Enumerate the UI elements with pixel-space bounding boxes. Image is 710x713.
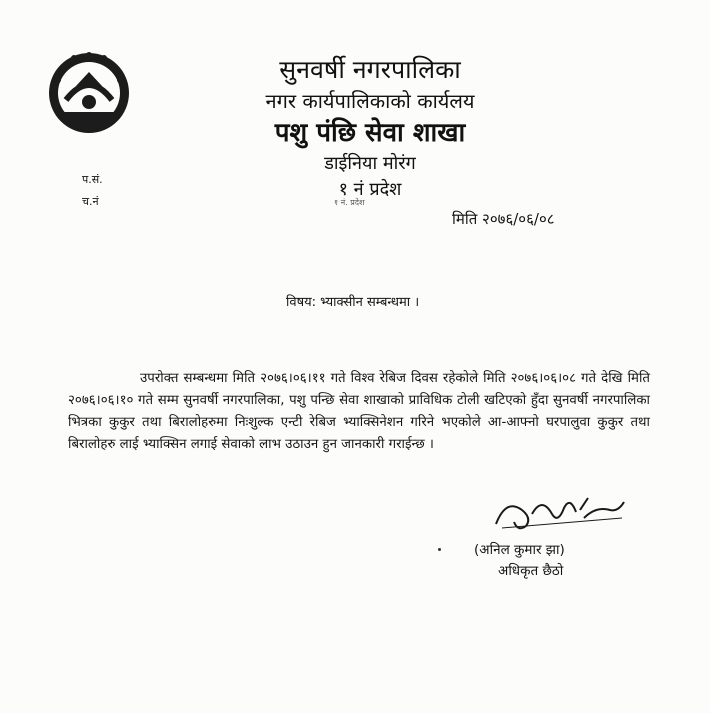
handwritten-signature bbox=[492, 488, 632, 536]
dispatch-number-label: च.नं bbox=[82, 195, 99, 208]
signatory-name: (अनिल कुमार झा) bbox=[474, 542, 565, 558]
decorative-dot bbox=[438, 548, 441, 551]
signatory-title: अधिकृत छैठो bbox=[498, 563, 564, 579]
letter-body bbox=[68, 368, 650, 456]
stamp-text: १ नं. प्रदेश bbox=[334, 198, 365, 207]
letter-subject: विषय: भ्याक्सीन सम्बन्धमा । bbox=[286, 295, 420, 310]
office-name: नगर कार्यपालिकाको कार्यलय bbox=[265, 89, 475, 113]
section-name: पशु पंछि सेवा शाखा bbox=[274, 118, 466, 148]
government-emblem-logo bbox=[46, 50, 132, 136]
letter-date: मिति २०७६/०६/०८ bbox=[452, 210, 555, 228]
body-paragraph: उपरोक्त सम्बन्धमा मिति २०७६।०६।११ गते विश्व रेबिज दिवस रहेकोले मिति २०७६।०६।०८ गते देखि मिति २०७६।०६।१० गते सम्म सुनवर्षी नगरपालिका, पशु पन्छि सेवा शाखाको प्राविधिक टोली खटिएको हुँदा सुनवर्षी नगरपालिका भित्रका कुकुर तथा बिरालोहरुमा निःशुल्क एन्टी रेबिज भ्याक्सिनेशन गरिने भएकोले आ-आफ्नो घरपालुवा कुकुर तथा बिरालोहरु लाई भ्याक्सिन लगाई सेवाको लाभ उठाउन हुन जानकारी गराईन्छ । bbox=[68, 371, 650, 452]
office-address: डाईनिया मोरंग bbox=[324, 153, 416, 174]
reference-number-label: प.सं. bbox=[82, 173, 103, 186]
municipality-name: सुनवर्षी नगरपालिका bbox=[279, 55, 461, 84]
province-name: १ नं प्रदेश bbox=[338, 179, 402, 200]
